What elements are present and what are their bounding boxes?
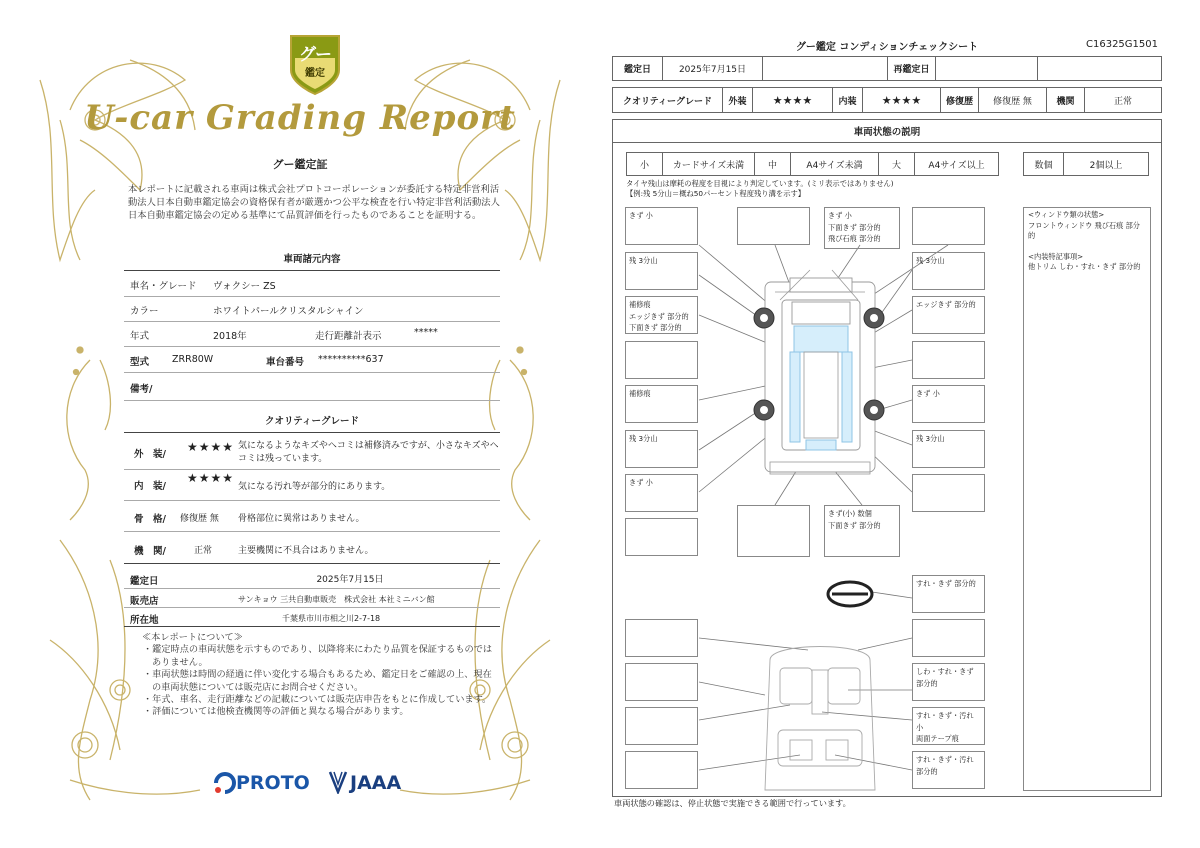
divider (124, 607, 500, 608)
appraisal-date-table (612, 56, 1162, 81)
condition-footer-note: 車両状態の確認は、停止状態で実施できる範囲で行っています。 (614, 798, 851, 808)
interior-notes: 他トリム しわ・すれ・きず 部分的 (1028, 262, 1141, 271)
engine-value: 正常 (194, 546, 213, 556)
condition-box (737, 505, 810, 557)
address-value: 千葉県市川市相之川2-7-18 (282, 614, 381, 623)
badge-top-text: グー (299, 45, 331, 65)
note-item: ・車両状態は時間の経過に伴い変化する場合もあるため、鑑定日をご確認の上、現在の車両状態については販売店にお問合せください。 (143, 669, 492, 693)
condition-box: きず 小 (625, 474, 698, 512)
engine-description: 主要機関に不具合はありません。 (238, 546, 374, 556)
count-desc-cell: 2個以上 (1064, 153, 1149, 176)
exterior-label: 外 装/ (134, 449, 166, 460)
frame-description: 骨格部位に異常はありません。 (238, 514, 365, 524)
divider (124, 346, 500, 347)
specs-section-title: 車両諸元内容 (283, 254, 341, 265)
note-item: ・評価については他検査機関等の評価と異なる場合があります。 (143, 706, 409, 718)
proto-logo-icon (212, 770, 238, 796)
size-mid-desc-cell: A4サイズ未満 (791, 153, 879, 176)
condition-box (625, 663, 698, 701)
repair-label-cell: 修復歴 (941, 88, 979, 113)
notes-title: ≪本レポートについて≫ (142, 632, 243, 643)
condition-description-title: 車両状態の説明 (612, 119, 1162, 143)
interior-notes-title: <内装特記事項> (1028, 251, 1084, 261)
interior-label-cell: 内装 (833, 88, 863, 113)
condition-box: 残 3分山 (625, 430, 698, 468)
interior-label: 内 装/ (134, 481, 166, 492)
size-mid-cell: 中 (755, 153, 791, 176)
dealer-label: 販売店 (130, 596, 159, 607)
empty-cell (936, 57, 1038, 81)
window-notes: フロントウィンドウ 飛び石痕 部分的 (1028, 220, 1140, 240)
interior-stars-cell: ★★★★ (863, 88, 941, 113)
tyre-note-example: 【例:残 5分山＝概ね50パーセント程度残り溝を示す】 (626, 189, 806, 198)
size-small-cell: 小 (627, 153, 663, 176)
certificate-title: グー鑑定証 (272, 158, 328, 171)
condition-box (625, 619, 698, 657)
date-value-cell: 2025年7月15日 (663, 57, 763, 81)
proto-logo-text: PROTO (236, 772, 310, 794)
date-label-cell: 鑑定日 (613, 57, 663, 81)
document-id: C16325G1501 (1086, 39, 1158, 50)
exterior-label-cell: 外装 (723, 88, 753, 113)
reappraisal-label-cell: 再鑑定日 (888, 57, 936, 81)
condition-box (625, 341, 698, 379)
frame-value: 修復歴 無 (180, 514, 219, 524)
empty-cell (763, 57, 888, 81)
appraisal-date-label: 鑑定日 (130, 576, 159, 587)
color-label: カラー (130, 306, 159, 317)
exterior-stars-cell: ★★★★ (753, 88, 833, 113)
address-label: 所在地 (130, 615, 159, 626)
jaaa-logo-text: JAAA (350, 772, 402, 794)
condition-box (912, 619, 985, 657)
empty-cell (1038, 57, 1162, 81)
model-label: 型式 (130, 357, 150, 368)
condition-box: エッジきず 部分的 (912, 296, 985, 334)
damage-count-legend (1023, 152, 1149, 176)
dealer-value: サンキョウ 三共自動車販売 株式会社 本社ミニバン館 (238, 595, 435, 604)
interior-stars: ★★★★ (187, 471, 235, 485)
condition-box: すれ・きず・汚れ 部分的 (912, 751, 985, 789)
vehicle-name-value: ヴォクシー ZS (213, 281, 276, 292)
condition-box (912, 341, 985, 379)
note-item: ・年式、車名、走行距離などの記載については販売店申告をもとに作成しています。 (143, 694, 492, 706)
condition-box (625, 707, 698, 745)
condition-box (625, 518, 698, 556)
note-item: ・鑑定時点の車両状態を示すものであり、以降将来にわたり品質を保証するものではありません。 (143, 644, 493, 668)
size-large-desc-cell: A4サイズ以上 (915, 153, 999, 176)
report-title: U-car Grading Report (84, 98, 516, 138)
condition-box (737, 207, 810, 245)
color-value: ホワイトパールクリスタルシャイン (213, 306, 364, 317)
exterior-stars: ★★★★ (187, 440, 235, 454)
engine-label: 機 関/ (134, 546, 166, 557)
frame-label: 骨 格/ (134, 514, 166, 525)
condition-box: 補修痕 エッジきず 部分的 下面きず 部分的 (625, 296, 698, 334)
tyre-note-line: タイヤ残山は摩耗の程度を目視により判定しています。(ミリ表示ではありません) (626, 179, 894, 188)
quality-section-title: クオリティーグレード (264, 416, 360, 427)
condition-box: 残 3分山 (912, 252, 985, 290)
engine-value-cell: 正常 (1085, 88, 1162, 113)
special-notes-panel (1023, 207, 1151, 791)
report-notes (140, 632, 500, 719)
grade-label-cell: クオリティーグレード (613, 88, 723, 113)
count-label-cell: 数個 (1024, 153, 1064, 176)
interior-description: 気になる汚れ等が部分的にあります。 (238, 482, 391, 492)
divider (124, 588, 500, 589)
condition-box: 残 3分山 (912, 430, 985, 468)
mileage-value: ***** (414, 327, 438, 338)
condition-box (625, 751, 698, 789)
year-value: 2018年 (213, 331, 247, 342)
condition-box: きず(小) 数個 下面きず 部分的 (824, 505, 900, 557)
tyre-note (626, 179, 966, 199)
divider (124, 500, 500, 501)
certificate-intro: 本レポートに記載される車両は株式会社プロトコーポレーションが委託する特定非営利活動法人日本自動車鑑定協会の資格保有者が厳選かつ公平な検査を行い特定非営利活動法人日本自動車鑑定協会の定める基準にて品質評価を行ったものであることを証明する。 (128, 184, 500, 221)
divider (124, 563, 500, 564)
size-small-desc-cell: カードサイズ未満 (663, 153, 755, 176)
condition-box: きず 小 (912, 385, 985, 423)
divider (124, 400, 500, 401)
chassis-label: 車台番号 (266, 357, 305, 368)
condition-box: きず 小 下面きず 部分的 飛び石痕 部分的 (824, 207, 900, 249)
condition-sheet-title: グー鑑定 コンディションチェックシート (795, 42, 979, 53)
divider (124, 469, 500, 470)
window-notes-title: <ウィンドウ類の状態> (1028, 210, 1105, 219)
remarks-label: 備考/ (130, 384, 153, 395)
divider (124, 372, 500, 373)
divider (124, 270, 500, 271)
repair-value-cell: 修復歴 無 (979, 88, 1047, 113)
jaaa-logo-icon (328, 770, 348, 794)
condition-box: すれ・きず 部分的 (912, 575, 985, 613)
exterior-description: 気になるようなキズやヘコミは補修済みですが、小さなキズやヘコミは残っています。 (238, 441, 499, 464)
condition-box: 補修痕 (625, 385, 698, 423)
divider (124, 531, 500, 532)
divider (124, 321, 500, 322)
badge-bottom-text: 鑑定 (305, 68, 325, 79)
year-label: 年式 (130, 331, 150, 342)
divider (124, 432, 500, 433)
mileage-label: 走行距離計表示 (315, 331, 382, 342)
condition-box: しわ・すれ・きず 部分的 (912, 663, 985, 701)
condition-box: 残 3分山 (625, 252, 698, 290)
condition-box: すれ・きず・汚れ 小 両面テープ痕 (912, 707, 985, 745)
damage-size-legend (626, 152, 999, 176)
divider (124, 296, 500, 297)
vehicle-name-label: 車名・グレード (130, 281, 197, 292)
divider (124, 626, 500, 627)
condition-box (912, 207, 985, 245)
appraisal-date-value: 2025年7月15日 (316, 575, 384, 585)
condition-box (912, 474, 985, 512)
model-value: ZRR80W (172, 354, 214, 365)
chassis-value: **********637 (318, 354, 384, 365)
condition-box: きず 小 (625, 207, 698, 245)
size-large-cell: 大 (879, 153, 915, 176)
engine-label-cell: 機関 (1047, 88, 1085, 113)
goo-kantei-badge (287, 32, 343, 96)
quality-grade-table (612, 87, 1162, 113)
